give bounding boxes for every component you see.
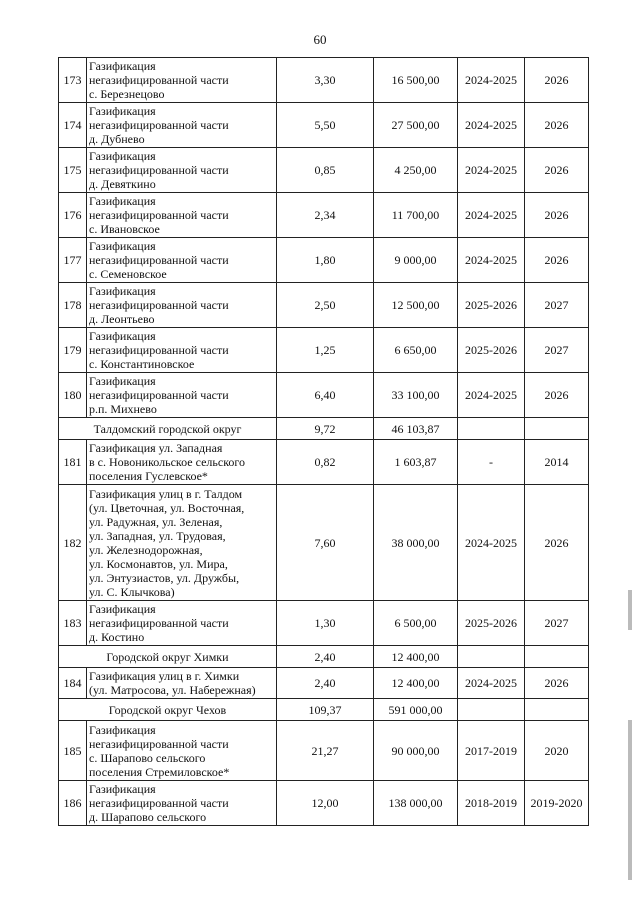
subtotal-row — [59, 418, 589, 440]
length-cell: 9,72 — [277, 418, 374, 440]
construction-years-cell: 2018-2019 — [458, 781, 525, 826]
cost-cell: 12 500,00 — [374, 283, 458, 328]
empty-cell — [458, 699, 525, 721]
construction-years-cell: 2025-2026 — [458, 328, 525, 373]
object-name-cell: Газификация негазифицированной части д. Костино — [87, 601, 277, 646]
cost-cell: 6 650,00 — [374, 328, 458, 373]
district-name-cell: Городской округ Химки — [59, 646, 277, 668]
cost-cell: 591 000,00 — [374, 699, 458, 721]
cost-cell: 12 400,00 — [374, 668, 458, 699]
row-number-cell: 180 — [59, 373, 87, 418]
row-number-cell: 181 — [59, 440, 87, 485]
construction-years-cell: - — [458, 440, 525, 485]
length-cell: 5,50 — [277, 103, 374, 148]
completion-year-cell: 2020 — [525, 721, 589, 781]
table-row — [59, 721, 589, 781]
cost-cell: 38 000,00 — [374, 485, 458, 601]
length-cell: 6,40 — [277, 373, 374, 418]
cost-cell: 16 500,00 — [374, 58, 458, 103]
construction-years-cell: 2017-2019 — [458, 721, 525, 781]
row-number-cell: 174 — [59, 103, 87, 148]
row-number-cell: 178 — [59, 283, 87, 328]
table-row — [59, 668, 589, 699]
length-cell: 109,37 — [277, 699, 374, 721]
table-row — [59, 328, 589, 373]
row-number-cell: 182 — [59, 485, 87, 601]
district-name-cell: Городской округ Чехов — [59, 699, 277, 721]
scan-edge-mark — [628, 590, 632, 630]
table-row — [59, 238, 589, 283]
cost-cell: 90 000,00 — [374, 721, 458, 781]
row-number-cell: 179 — [59, 328, 87, 373]
length-cell: 3,30 — [277, 58, 374, 103]
construction-years-cell: 2024-2025 — [458, 103, 525, 148]
table-row — [59, 601, 589, 646]
object-name-cell: Газификация негазифицированной части с. Ивановское — [87, 193, 277, 238]
construction-years-cell: 2024-2025 — [458, 668, 525, 699]
cost-cell: 27 500,00 — [374, 103, 458, 148]
completion-year-cell: 2026 — [525, 148, 589, 193]
scan-edge-mark — [628, 720, 632, 880]
completion-year-cell: 2026 — [525, 373, 589, 418]
cost-cell: 138 000,00 — [374, 781, 458, 826]
completion-year-cell: 2026 — [525, 193, 589, 238]
object-name-cell: Газификация негазифицированной части д. Дубнево — [87, 103, 277, 148]
object-name-cell: Газификация негазифицированной части д. Леонтьево — [87, 283, 277, 328]
table-row — [59, 283, 589, 328]
construction-years-cell: 2024-2025 — [458, 373, 525, 418]
length-cell: 2,40 — [277, 646, 374, 668]
construction-years-cell: 2024-2025 — [458, 238, 525, 283]
construction-years-cell: 2024-2025 — [458, 148, 525, 193]
object-name-cell: Газификация улиц в г. Талдом (ул. Цветочная, ул. Восточная, ул. Радужная, ул. Зеленая, ул. Западная, ул. Трудовая, ул. Железнодорожная, ул. Космонавтов, ул. Мира, ул. Энтузиастов, ул. Дружбы, ул. С. Клычкова) — [87, 485, 277, 601]
table-row — [59, 193, 589, 238]
subtotal-row — [59, 646, 589, 668]
object-name-cell: Газификация негазифицированной части д. Девяткино — [87, 148, 277, 193]
cost-cell: 6 500,00 — [374, 601, 458, 646]
cost-cell: 11 700,00 — [374, 193, 458, 238]
construction-years-cell: 2024-2025 — [458, 485, 525, 601]
row-number-cell: 175 — [59, 148, 87, 193]
cost-cell: 9 000,00 — [374, 238, 458, 283]
empty-cell — [525, 699, 589, 721]
object-name-cell: Газификация негазифицированной части с. Шарапово сельского поселения Стремиловское* — [87, 721, 277, 781]
completion-year-cell: 2026 — [525, 58, 589, 103]
construction-years-cell: 2024-2025 — [458, 193, 525, 238]
empty-cell — [458, 646, 525, 668]
table-row — [59, 103, 589, 148]
row-number-cell: 183 — [59, 601, 87, 646]
table-row — [59, 781, 589, 826]
length-cell: 0,82 — [277, 440, 374, 485]
object-name-cell: Газификация негазифицированной части с. Березнецово — [87, 58, 277, 103]
table-row — [59, 148, 589, 193]
completion-year-cell: 2026 — [525, 238, 589, 283]
table-row — [59, 440, 589, 485]
completion-year-cell: 2014 — [525, 440, 589, 485]
length-cell: 12,00 — [277, 781, 374, 826]
length-cell: 2,34 — [277, 193, 374, 238]
length-cell: 2,40 — [277, 668, 374, 699]
gasification-table — [58, 57, 589, 826]
length-cell: 1,30 — [277, 601, 374, 646]
page-number: 60 — [313, 32, 327, 47]
length-cell: 1,25 — [277, 328, 374, 373]
construction-years-cell: 2024-2025 — [458, 58, 525, 103]
completion-year-cell: 2026 — [525, 103, 589, 148]
row-number-cell: 173 — [59, 58, 87, 103]
object-name-cell: Газификация негазифицированной части с. Константиновское — [87, 328, 277, 373]
cost-cell: 33 100,00 — [374, 373, 458, 418]
row-number-cell: 184 — [59, 668, 87, 699]
object-name-cell: Газификация негазифицированной части р.п. Михнево — [87, 373, 277, 418]
empty-cell — [525, 418, 589, 440]
row-number-cell: 185 — [59, 721, 87, 781]
row-number-cell: 176 — [59, 193, 87, 238]
length-cell: 2,50 — [277, 283, 374, 328]
length-cell: 0,85 — [277, 148, 374, 193]
cost-cell: 1 603,87 — [374, 440, 458, 485]
object-name-cell: Газификация негазифицированной части д. Шарапово сельского — [87, 781, 277, 826]
object-name-cell: Газификация ул. Западная в с. Новоникольское сельского поселения Гуслевское* — [87, 440, 277, 485]
length-cell: 21,27 — [277, 721, 374, 781]
construction-years-cell: 2025-2026 — [458, 601, 525, 646]
table-row — [59, 373, 589, 418]
row-number-cell: 177 — [59, 238, 87, 283]
construction-years-cell: 2025-2026 — [458, 283, 525, 328]
row-number-cell: 186 — [59, 781, 87, 826]
length-cell: 7,60 — [277, 485, 374, 601]
table-row — [59, 58, 589, 103]
table-row — [59, 485, 589, 601]
object-name-cell: Газификация улиц в г. Химки (ул. Матросова, ул. Набережная) — [87, 668, 277, 699]
completion-year-cell: 2027 — [525, 601, 589, 646]
completion-year-cell: 2026 — [525, 485, 589, 601]
completion-year-cell: 2027 — [525, 328, 589, 373]
length-cell: 1,80 — [277, 238, 374, 283]
subtotal-row — [59, 699, 589, 721]
cost-cell: 4 250,00 — [374, 148, 458, 193]
district-name-cell: Талдомский городской округ — [59, 418, 277, 440]
empty-cell — [525, 646, 589, 668]
cost-cell: 12 400,00 — [374, 646, 458, 668]
object-name-cell: Газификация негазифицированной части с. Семеновское — [87, 238, 277, 283]
empty-cell — [458, 418, 525, 440]
completion-year-cell: 2027 — [525, 283, 589, 328]
cost-cell: 46 103,87 — [374, 418, 458, 440]
completion-year-cell: 2026 — [525, 668, 589, 699]
completion-year-cell: 2019-2020 — [525, 781, 589, 826]
